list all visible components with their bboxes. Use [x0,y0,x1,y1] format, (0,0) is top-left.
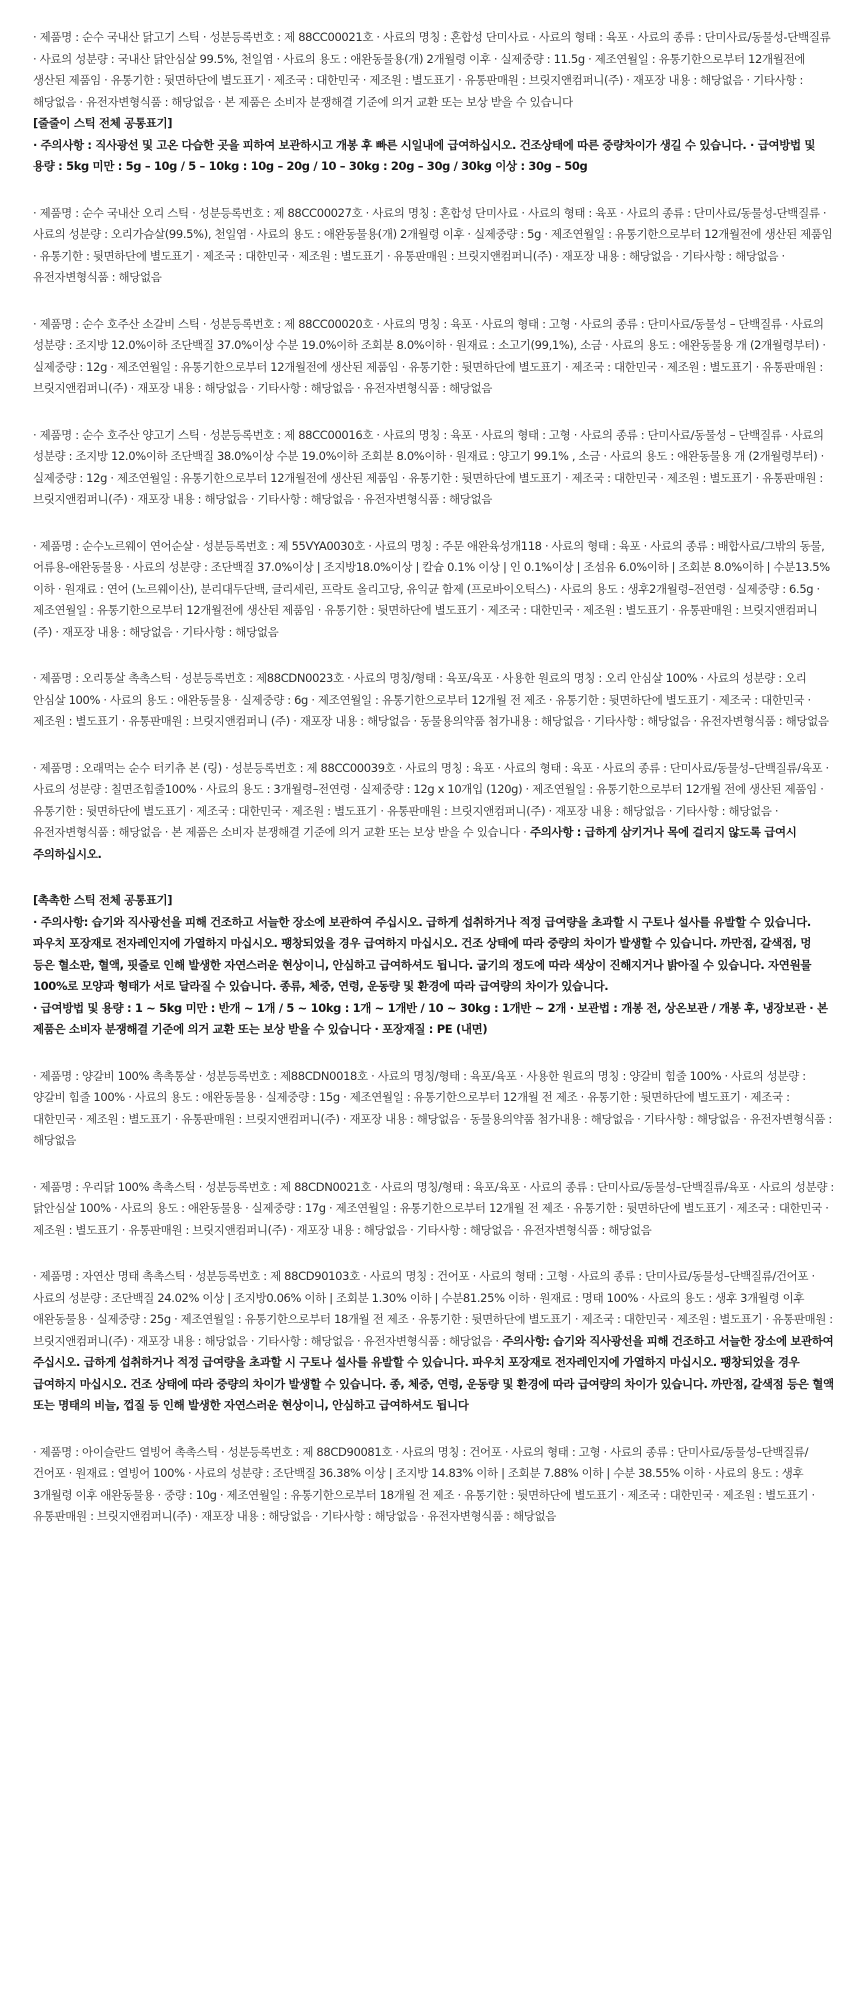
caution-text: 주의사항 : 급하게 삼키거나 목에 걸리지 않도록 급여시 주의하십시오. [33,825,797,861]
product-block-pollock-stick [33,1266,834,1417]
product-block-lamb-stick [33,425,834,511]
product-block-chicken-stick [33,27,834,113]
product-info-text: · 제품명 : 순수 국내산 오리 스틱 · 성분등록번호 : 제 88CC00027호 · 사료의 명칭 : 혼합성 단미사료 · 사료의 형태 : 육포 · 사료의 종류 : 단미사료/동물성-단백질류 · 사료의 성분량 : 오리가슴살(99.5%), 천일염 · 사료의 용도 : 애완동물용(개) 2개월령 이후 · 실제중량 : 5g · 제조연월일 : 유통기한으로부터 12개월전에 생산된 제품임 · 유통기한 : 뒷면하단에 별도표기 · 제조국 : 대한민국 · 제조원 : 별도표기 · 유통판매원 : 브릿지앤컴퍼니(주) · 재포장 내용 : 해당없음 · 기타사항 : 해당없음 · 유전자변형식품 : 해당없음 [33,205,833,284]
feeding-guide-text: · 급여방법 및 용량 : 1 ~ 5kg 미만 : 반개 ~ 1개 / 5 ~ 10kg : 1개 ~ 1개반 / 10 ~ 30kg : 1개반 ~ 2개 · 보관법 : 개봉 전, 상온보관 / 개봉 후, 냉장보관 · 본 제품은 소비자 분쟁해결 기준에 의거 교환 또는 보상 받을 수 있습니다 · 포장재질 : PE (내면) [33,1000,828,1036]
product-info-paragraph [33,758,834,866]
product-block-lamb-tendon [33,1066,834,1152]
product-info-text: · 제품명 : 오리통살 촉촉스틱 · 성분등록번호 : 제88CDN0023호 · 사료의 명칭/형태 : 육포/육포 · 사용한 원료의 명칭 : 오리 안심살 100% · 사료의 성분량 : 오리 안심살 100% · 사료의 용도 : 애완동물용 · 실제중량 : 6g · 제조연월일 : 유통기한으로부터 12개월 전 제조 · 유통기한 : 뒷면하단에 별도표기 · 제조국 : 대한민국 · 제조원 : 별도표기 · 유통판매원 : 브릿지앤컴퍼니 (주) · 재포장 내용 : 해당없음 · 동물용의약품 첨가내용 : 해당없음 · 기타사항 : 해당없음 · 유전자변형식품 : 해당없음 [33,671,829,728]
jerky-common-notice [33,113,834,178]
product-block-chicken-moist [33,1177,834,1242]
product-info-text: · 제품명 : 순수 호주산 양고기 스틱 · 성분등록번호 : 제 88CC00016호 · 사료의 명칭 : 육포 · 사료의 형태 : 고형 · 사료의 종류 : 단미사료/동물성 – 단백질류 · 사료의 성분량 : 조지방 12.0%이하 조단백질 38.0%이상 수분 19.0%이하 조회분 8.0%이하 · 원재료 : 양고기 99.1% , 소금 · 사료의 용도 : 애완동물용 개 (2개월령부터) · 실제중량 : 12g · 제조연월일 : 유통기한으로부터 12개월전에 생산된 제품임 · 유통기한 : 뒷면하단에 별도표기 · 제조국 : 대한민국 · 제조원 : 별도표기 · 유통판매원 : 브릿지앤컴퍼니(주) · 재포장 내용 : 해당없음 · 기타사항 : 해당없음 · 유전자변형식품 : 해당없음 [33,427,824,506]
product-block-turkey-bone [33,758,834,866]
product-info-text: · 제품명 : 자연산 명태 촉촉스틱 · 성분등록번호 : 제 88CD90103호 · 사료의 명칭 : 건어포 · 사료의 형태 : 고형 · 사료의 종류 : 단미사료/동물성–단백질류/건어포 · 사료의 성분량 : 조단백질 24.02% 이상 | 조지방0.06% 이하 | 조회분 1.30% 이하 | 수분81.25% 이하 · 원재료 : 명태 100% · 사료의 용도 : 생후 3개월령 이후 애완동물용 · 실제중량 : 25g · 제조연월일 : 유통기한으로부터 18개월 전 제조 · 유통기한 : 뒷면하단에 별도표기 · 제조국 : 대한민국 · 제조원 : 별도표기 · 유통판매원 : 브릿지앤컴퍼니(주) · 재포장 내용 : 해당없음 · 기타사항 : 해당없음 · 유전자변형식품 : 해당없음 · [33,1269,833,1348]
product-block-duck-moist [33,668,834,733]
product-info-text: · 제품명 : 양갈비 100% 촉촉통살 · 성분등록번호 : 제88CDN0018호 · 사료의 명칭/형태 : 육포/육포 · 사용한 원료의 명칭 : 양갈비 힘줄 100% · 사료의 성분량 : 양갈비 힘줄 100% · 사료의 용도 : 애완동물용 · 실제중량 : 15g · 제조연월일 : 유통기한으로부터 12개월 전 제조 · 유통기한 : 뒷면하단에 별도표기 · 제조국 : 대한민국 · 제조원 : 별도표기 · 유통판매원 : 브릿지앤컴퍼니(주) · 재포장 내용 : 해당없음 · 동물용의약품 첨가내용 : 해당없음 · 기타사항 : 해당없음 · 유전자변형식품 : 해당없음 [33,1068,832,1147]
product-info-text: · 제품명 : 우리닭 100% 촉촉스틱 · 성분등록번호 : 제 88CDN0021호 · 사료의 명칭/형태 : 육포/육포 · 사료의 종류 : 단미사료/동물성–단백질류/육포 · 사료의 성분량 : 닭안심살 100% · 사료의 용도 : 애완동물용 · 실제중량 : 17g · 제조연월일 : 유통기한으로부터 12개월 전 제조 · 유통기한 : 뒷면하단에 별도표기 · 제조국 : 대한민국 · 제조원 : 별도표기 · 유통판매원 : 브릿지앤컴퍼니(주) · 재포장 내용 : 해당없음 · 기타사항 : 해당없음 · 유전자변형식품 : 해당없음 [33,1179,834,1237]
product-block-duck-stick [33,203,834,289]
product-info-text: · 제품명 : 순수 호주산 소갈비 스틱 · 성분등록번호 : 제 88CC00020호 · 사료의 명칭 : 육포 · 사료의 형태 : 고형 · 사료의 종류 : 단미사료/동물성 – 단백질류 · 사료의 성분량 : 조지방 12.0%이하 조단백질 37.0%이상 수분 19.0%이하 조회분 8.0%이하 · 원재료 : 소고기(99,1%), 소금 · 사료의 용도 : 애완동물용 개 (2개월령부터) · 실제중량 : 12g · 제조연월일 : 유통기한으로부터 12개월전에 생산된 제품임 · 유통기한 : 뒷면하단에 별도표기 · 제조국 : 대한민국 · 제조원 : 별도표기 · 유통판매원 : 브릿지앤컴퍼니(주) · 재포장 내용 : 해당없음 · 기타사항 : 해당없음 · 유전자변형식품 : 해당없음 [33,316,826,395]
product-info-text: · 제품명 : 순수 국내산 닭고기 스틱 · 성분등록번호 : 제 88CC00021호 · 사료의 명칭 : 혼합성 단미사료 · 사료의 형태 : 육포 · 사료의 종류 : 단미사료/동물성-단백질류 · 사료의 성분량 : 국내산 닭안심살 99.5%, 천일염 · 사료의 용도 : 애완동물용(개) 2개월령 이후 · 실제중량 : 11.5g · 제조연월일 : 유통기한으로부터 12개월전에 생산된 제품임 · 유통기한 : 뒷면하단에 별도표기 · 제조국 : 대한민국 · 제조원 : 별도표기 · 유통판매원 : 브릿지앤컴퍼니(주) · 재포장 내용 : 해당없음 · 기타사항 : 해당없음 · 유전자변형식품 : 해당없음 · 본 제품은 소비자 분쟁해결 기준에 의거 교환 또는 보상 받을 수 있습니다 [33,30,831,109]
caution-text: 주의사항: 습기와 직사광선을 피해 건조하고 서늘한 장소에 보관하여 주십시오. 급하게 섭취하거나 적정 급여량을 초과할 시 구토나 설사를 유발할 수 있습니다. 파우치 포장재로 전자레인지에 가열하지 마십시오. 팽창되었을 경우 급여하지 마십시오. 건조 상태에 따라 중량의 차이가 발생할 수 있습니다. 종, 체중, 연령, 운동량 및 환경에 따라 급여량의 차이가 있습니다. 까만점, 갈색점 등은 혈액 또는 명태의 비늘, 껍질 등 인해 발생한 자연스러운 현상이니, 안심하고 급여하셔도 됩니다 [33,1333,834,1412]
product-info-text: · 제품명 : 아이슬란드 열빙어 촉촉스틱 · 성분등록번호 : 제 88CD90081호 · 사료의 명칭 : 건어포 · 사료의 형태 : 고형 · 사료의 종류 : 단미사료/동물성–단백질류/건어포 · 원재료 : 열빙어 100% · 사료의 성분량 : 조단백질 36.38% 이상 | 조지방 14.83% 이하 | 조회분 7.88% 이하 | 수분 38.55% 이하 · 사료의 용도 : 생후 3개월령 이후 애완동물용 · 중량 : 10g · 제조연월일 : 유통기한으로부터 18개월 전 제조 · 유통기한 : 뒷면하단에 별도표기 · 제조국 : 대한민국 · 제조원 : 별도표기 · 유통판매원 : 브릿지앤컴퍼니(주) · 재포장 내용 : 해당없음 · 기타사항 : 해당없음 · 유전자변형식품 : 해당없음 [33,1444,815,1523]
product-info-text: · 제품명 : 오래먹는 순수 터키츄 본 (링) · 성분등록번호 : 제 88CC00039호 · 사료의 명칭 : 육포 · 사료의 형태 : 육포 · 사료의 종류 : 단미사료/동물성–단백질류/육포 · 사료의 성분량 : 칠면조힘줄100% · 사료의 용도 : 3개월령–전연령 · 실제중량 : 12g x 10개입 (120g) · 제조연월일 : 유통기한으로부터 12개월 전에 생산된 제품임 · 유통기한 : 뒷면하단에 별도표기 · 제조국 : 대한민국 · 제조원 : 별도표기 · 유통판매원 : 브릿지앤컴퍼니(주) · 재포장 내용 : 해당없음 · 기타사항 : 해당없음 · 유전자변형식품 : 해당없음 · 본 제품은 소비자 분쟁해결 기준에 의거 교환 또는 보상 받을 수 있습니다 · [33,760,829,839]
product-block-beef-stick [33,314,834,400]
product-info-paragraph [33,1266,834,1417]
caution-text: · 주의사항 : 직사광선 및 고온 다습한 곳을 피하여 보관하시고 개봉 후 빠른 시일내에 급여하십시오. 건조상태에 따른 중량차이가 생길 수 있습니다. · 급여방법 및 용량 : 5kg 미만 : 5g – 10g / 5 – 10kg : 10g – 20g / 10 – 30kg : 20g – 30g / 30kg 이상 : 30g – 50g [33,137,816,173]
section-heading: [촉촉한 스틱 전체 공통표기] [33,893,173,907]
section-heading: [줄줄이 스틱 전체 공통표기] [33,116,173,130]
product-block-whiting-stick [33,1442,834,1528]
product-info-text: · 제품명 : 순수노르웨이 연어순살 · 성분등록번호 : 제 55VYA0030호 · 사료의 명칭 : 주문 애완육성개118 · 사료의 형태 : 육포 · 사료의 종류 : 배합사료/그밖의 동물,어류용-애완동물용 · 사료의 성분량 : 조단백질 37.0%이상 | 조지방18.0%이상 | 칼슘 0.1% 이상 | 인 0.1%이상 | 조섬유 6.0%이하 | 조회분 8.0%이하 | 수분13.5%이하 · 원재료 : 연어 (노르웨이산), 분리대두단백, 글리세린, 프락토 올리고당, 유익균 함제 (프로바이오틱스) · 사료의 용도 : 생후2개월령–전연령 · 실제중량 : 6.5g · 제조연월일 : 유통기한으로부터 12개월전에 생산된 제품임 · 유통기한 : 뒷면하단에 별도표기 · 제조국 : 대한민국 · 제조원 : 별도표기 · 유통판매원 : 브릿지앤컴퍼니(주) · 재포장 내용 : 해당없음 · 기타사항 : 해당없음 [33,538,830,639]
product-block-salmon-stick [33,536,834,644]
caution-text: · 주의사항: 습기와 직사광선을 피해 건조하고 서늘한 장소에 보관하여 주십시오. 급하게 섭취하거나 적정 급여량을 초과할 시 구토나 설사를 유발할 수 있습니다. 파우치 포장재로 전자레인지에 가열하지 마십시오. 팽창되었을 경우 급여하지 마십시오. 건조 상태에 따라 중량의 차이가 발생할 수 있습니다. 까만점, 갈색점, 멍 등은 혈소판, 혈액, 핏줄로 인해 발생한 자연스러운 현상이니, 안심하고 급여하셔도 됩니다. 굽기의 정도에 따라 색상이 진해지거나 밝아질 수 있습니다. 자연원물 100%로 모양과 형태가 서로 달라질 수 있습니다. 종류, 체중, 연령, 운동량 및 환경에 따라 급여량의 차이가 있습니다. [33,914,812,993]
moist-common-notice [33,890,834,1041]
